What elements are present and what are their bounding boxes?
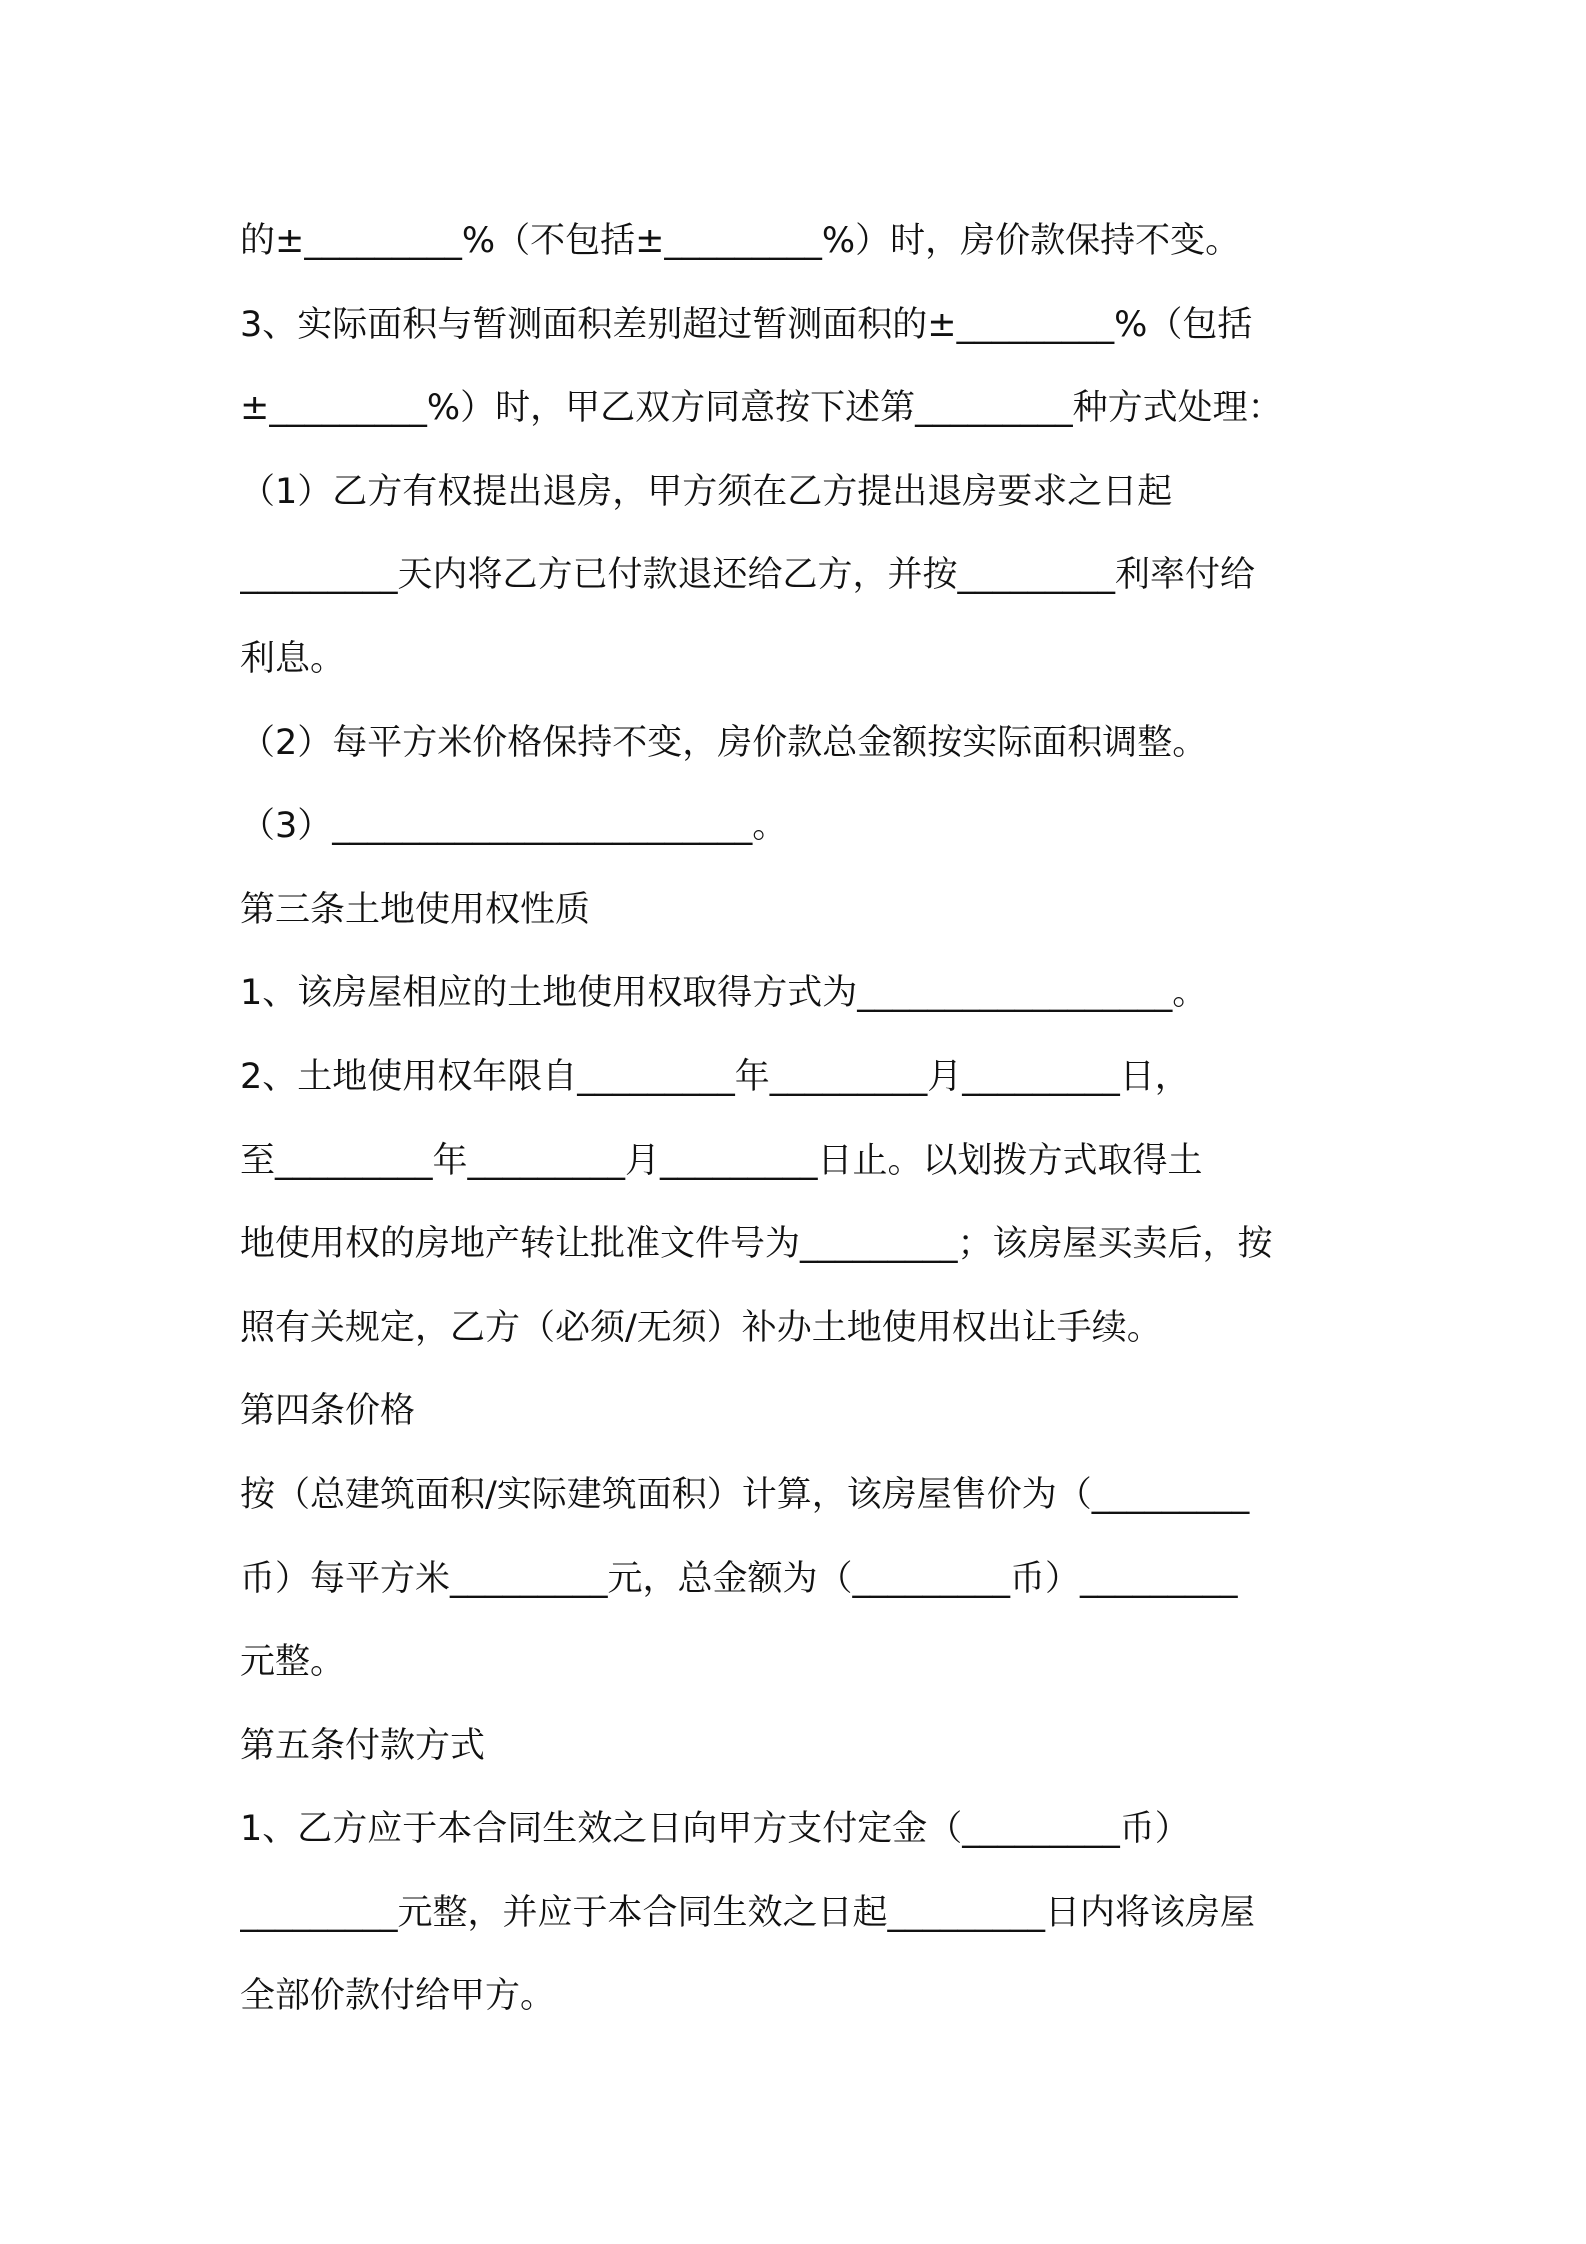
text-line-20: 1、乙方应于本合同生效之日向甲方支付定金（_________币） (240, 1809, 1190, 1850)
text-line-17: 币）每平方米_________元，总金额为（_________币）_________ (240, 1558, 1238, 1599)
text-line-16: 按（总建筑面积/实际建筑面积）计算，该房屋售价为（_________ (240, 1474, 1250, 1515)
section-heading-article-3: 第三条土地使用权性质 (240, 889, 591, 930)
text-line-2: 3、实际面积与暂测面积差别超过暂测面积的±_________%（包括 (240, 304, 1253, 345)
text-line-11: 2、土地使用权年限自_________年_________月_________日， (240, 1056, 1190, 1097)
section-heading-article-4: 第四条价格 (240, 1391, 416, 1432)
section-heading-article-5: 第五条付款方式 (240, 1725, 486, 1766)
text-line-6: 利息。 (240, 638, 346, 679)
text-line-22: 全部价款付给甲方。 (240, 1976, 556, 2017)
text-line-12: 至_________年_________月_________日止。以划拨方式取得土 (240, 1140, 1203, 1181)
text-line-18: 元整。 (240, 1642, 346, 1683)
text-line-8: （3）________________________。 (240, 806, 788, 847)
text-line-10: 1、该房屋相应的土地使用权取得方式为__________________。 (240, 973, 1208, 1014)
contract-text (240, 200, 1360, 2039)
text-line-21: _________元整，并应于本合同生效之日起_________日内将该房屋 (240, 1892, 1256, 1933)
text-line-3: ±_________%）时，甲乙双方同意按下述第_________种方式处理： (240, 388, 1283, 429)
text-line-5: _________天内将乙方已付款退还给乙方，并按_________利率付给 (240, 555, 1256, 596)
text-line-7: （2）每平方米价格保持不变，房价款总金额按实际面积调整。 (240, 722, 1208, 763)
text-line-4: （1）乙方有权提出退房，甲方须在乙方提出退房要求之日起 (240, 471, 1173, 512)
text-line-1: 的±_________%（不包括±_________%）时，房价款保持不变。 (240, 221, 1241, 261)
text-line-14: 照有关规定，乙方（必须/无须）补办土地使用权出让手续。 (240, 1307, 1162, 1348)
text-line-13: 地使用权的房地产转让批准文件号为_________；该房屋买卖后，按 (240, 1224, 1273, 1265)
